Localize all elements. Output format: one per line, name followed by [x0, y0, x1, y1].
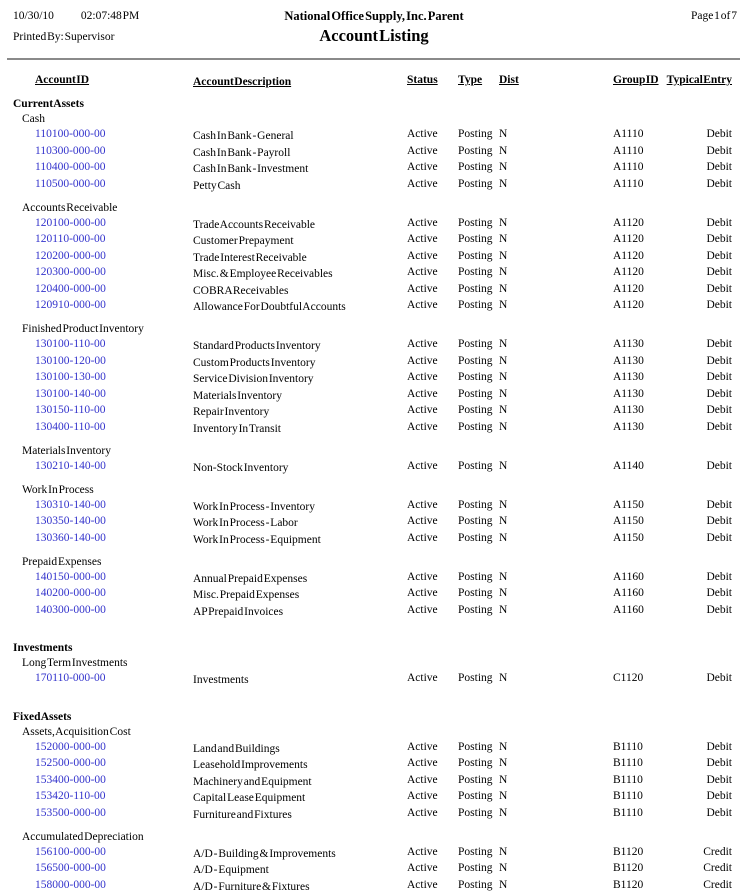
account-description: Work In Process - Inventory — [193, 500, 316, 513]
account-dist: N — [499, 845, 508, 858]
account-sub-header: Work In Process — [22, 483, 94, 496]
account-group-id: A1120 — [613, 233, 644, 245]
account-row — [0, 387, 748, 404]
account-description: Work In Process - Labor — [193, 517, 298, 529]
account-type: Posting — [458, 233, 493, 245]
account-row — [0, 845, 748, 862]
account-status: Active — [407, 216, 438, 229]
account-id-link[interactable]: 120110-000-00 — [35, 233, 106, 245]
account-group-header: Investments — [13, 642, 73, 654]
account-description: Non-Stock Inventory — [193, 461, 289, 474]
account-dist: N — [499, 387, 508, 400]
account-id-link[interactable]: 130100-130-00 — [35, 371, 106, 383]
account-typical-entry: Debit — [706, 249, 732, 262]
account-typical-entry: Debit — [706, 338, 732, 350]
report-title: Account Listing — [319, 26, 429, 45]
account-type: Posting — [458, 515, 493, 527]
account-id-link[interactable]: 130210-140-00 — [35, 459, 106, 472]
account-dist: N — [499, 216, 508, 229]
account-status: Active — [407, 404, 438, 416]
account-status: Active — [407, 387, 438, 400]
account-dist: N — [499, 282, 508, 295]
column-header-account-id: Account ID — [35, 74, 90, 86]
account-typical-entry: Debit — [706, 498, 732, 511]
account-description: Trade Accounts Receivable — [193, 218, 316, 231]
account-description: Misc. Prepaid Expenses — [193, 589, 300, 601]
account-id-link[interactable]: 130100-140-00 — [35, 387, 106, 400]
account-id-link[interactable]: 110300-000-00 — [35, 144, 106, 157]
account-type: Posting — [458, 177, 493, 190]
account-row — [0, 144, 748, 161]
account-row — [0, 160, 748, 177]
account-sub-header: Cash — [22, 113, 45, 125]
account-description: Cash In Bank - Payroll — [193, 146, 291, 159]
header-rule — [7, 58, 740, 60]
account-row — [0, 671, 748, 688]
account-dist: N — [499, 790, 508, 802]
account-sub-header: Finished Product Inventory — [22, 323, 144, 335]
account-row — [0, 498, 748, 515]
account-type: Posting — [458, 672, 493, 684]
account-sub-header: Prepaid Expenses — [22, 555, 102, 568]
report-body — [0, 97, 748, 892]
account-description: Customer Prepayment — [193, 235, 294, 247]
account-status: Active — [407, 354, 438, 367]
account-type: Posting — [458, 757, 493, 769]
account-group-id: B1120 — [613, 878, 644, 891]
account-group-id: A1110 — [613, 161, 644, 173]
account-group-id: A1120 — [613, 249, 644, 262]
account-id-link[interactable]: 140150-000-00 — [35, 570, 106, 583]
account-id-link[interactable]: 156100-000-00 — [35, 845, 106, 858]
account-type: Posting — [458, 387, 493, 400]
account-description: Capital Lease Equipment — [193, 792, 306, 804]
account-status: Active — [407, 603, 438, 616]
account-row — [0, 370, 748, 387]
account-type: Posting — [458, 266, 493, 278]
account-description: Furniture and Fixtures — [193, 808, 292, 821]
account-status: Active — [407, 266, 438, 278]
account-description: Standard Products Inventory — [193, 340, 321, 352]
account-row — [0, 789, 748, 806]
account-typical-entry: Debit — [706, 672, 732, 684]
account-row — [0, 232, 748, 249]
column-header-row — [0, 73, 748, 89]
account-id-link[interactable]: 153420-110-00 — [35, 790, 106, 802]
account-dist: N — [499, 773, 508, 786]
account-row — [0, 773, 748, 790]
account-row — [0, 216, 748, 233]
account-typical-entry: Debit — [706, 128, 732, 140]
account-typical-entry: Credit — [703, 862, 732, 874]
account-typical-entry: Debit — [706, 144, 732, 157]
account-dist: N — [499, 371, 508, 383]
column-header-status: Status — [407, 74, 438, 86]
account-dist: N — [499, 249, 508, 262]
account-id-link[interactable]: 152000-000-00 — [35, 740, 106, 753]
account-row — [0, 878, 748, 892]
account-description: Custom Products Inventory — [193, 356, 316, 369]
account-group-id: A1160 — [613, 603, 644, 616]
account-type: Posting — [458, 845, 493, 858]
account-row — [0, 459, 748, 476]
account-group-id: B1110 — [613, 773, 643, 786]
account-id-link[interactable]: 140300-000-00 — [35, 603, 106, 616]
account-id-link[interactable]: 120300-000-00 — [35, 266, 106, 278]
account-dist: N — [499, 515, 508, 527]
account-id-link[interactable]: 130350-140-00 — [35, 515, 106, 527]
account-status: Active — [407, 790, 438, 802]
account-status: Active — [407, 498, 438, 511]
account-description: COBRA Receivables — [193, 284, 289, 297]
account-row — [0, 531, 748, 548]
account-description: Allowance For Doubtful Accounts — [193, 301, 346, 313]
account-description: A/D - Building & Improvements — [193, 847, 336, 860]
account-row — [0, 861, 748, 878]
account-status: Active — [407, 420, 438, 433]
account-typical-entry: Debit — [706, 387, 732, 400]
account-status: Active — [407, 845, 438, 858]
account-id-link[interactable]: 153500-000-00 — [35, 806, 106, 819]
account-type: Posting — [458, 878, 493, 891]
account-dist: N — [499, 806, 508, 819]
account-group-id: A1120 — [613, 216, 644, 229]
account-dist: N — [499, 587, 508, 599]
printed-by: Printed By: Supervisor — [13, 31, 115, 43]
account-description: Petty Cash — [193, 179, 241, 192]
account-row — [0, 570, 748, 587]
account-typical-entry: Debit — [706, 531, 732, 544]
account-group-id: A1110 — [613, 128, 644, 140]
account-typical-entry: Credit — [703, 845, 732, 858]
account-status: Active — [407, 144, 438, 157]
account-row — [0, 265, 748, 282]
account-type: Posting — [458, 806, 493, 819]
account-dist: N — [499, 144, 508, 157]
account-typical-entry: Debit — [706, 806, 732, 819]
account-type: Posting — [458, 249, 493, 262]
account-group-id: B1120 — [613, 862, 644, 874]
account-status: Active — [407, 299, 438, 311]
account-type: Posting — [458, 740, 493, 753]
account-row — [0, 337, 748, 354]
print-date: 10/30/10 — [13, 10, 54, 22]
account-dist: N — [499, 354, 508, 367]
account-status: Active — [407, 806, 438, 819]
account-group-id: A1140 — [613, 459, 644, 472]
account-id-link[interactable]: 130360-140-00 — [35, 531, 106, 544]
account-row — [0, 177, 748, 194]
account-typical-entry: Debit — [706, 161, 732, 173]
account-description: Misc. & Employee Receivables — [193, 268, 333, 280]
account-dist: N — [499, 531, 508, 544]
account-status: Active — [407, 878, 438, 891]
account-description: Service Division Inventory — [193, 373, 314, 385]
account-id-link[interactable]: 120200-000-00 — [35, 249, 106, 262]
account-group-id: A1150 — [613, 515, 644, 527]
account-typical-entry: Debit — [706, 233, 732, 245]
account-type: Posting — [458, 282, 493, 295]
account-dist: N — [499, 862, 508, 874]
account-description: A/D - Equipment — [193, 864, 269, 876]
account-description: Trade Interest Receivable — [193, 251, 307, 264]
account-typical-entry: Debit — [706, 757, 732, 769]
account-typical-entry: Debit — [706, 515, 732, 527]
account-status: Active — [407, 249, 438, 262]
account-type: Posting — [458, 570, 493, 583]
account-description: Cash In Bank - General — [193, 130, 294, 142]
account-dist: N — [499, 420, 508, 433]
account-id-link[interactable]: 152500-000-00 — [35, 757, 106, 769]
account-status: Active — [407, 531, 438, 544]
account-status: Active — [407, 570, 438, 583]
account-description: Inventory In Transit — [193, 422, 281, 435]
account-status: Active — [407, 338, 438, 350]
account-description: Repair Inventory — [193, 406, 270, 418]
account-id-link[interactable]: 140200-000-00 — [35, 587, 106, 599]
account-row — [0, 127, 748, 144]
account-status: Active — [407, 161, 438, 173]
account-status: Active — [407, 773, 438, 786]
account-group-id: A1130 — [613, 387, 644, 400]
account-typical-entry: Debit — [706, 216, 732, 229]
account-type: Posting — [458, 299, 493, 311]
account-row — [0, 354, 748, 371]
column-header-type: Type — [458, 74, 483, 86]
account-id-link[interactable]: 156500-000-00 — [35, 862, 106, 874]
account-description: AP Prepaid Invoices — [193, 605, 284, 618]
account-group-id: A1130 — [613, 420, 644, 433]
account-id-link[interactable]: 170110-000-00 — [35, 672, 106, 684]
account-status: Active — [407, 862, 438, 874]
account-group-id: A1120 — [613, 282, 644, 295]
account-description: Leasehold Improvements — [193, 759, 308, 771]
account-type: Posting — [458, 862, 493, 874]
account-group-id: A1160 — [613, 570, 644, 583]
account-group-id: B1110 — [613, 757, 643, 769]
account-typical-entry: Debit — [706, 266, 732, 278]
account-row — [0, 756, 748, 773]
account-id-link[interactable]: 110400-000-00 — [35, 161, 106, 173]
account-status: Active — [407, 233, 438, 245]
account-status: Active — [407, 672, 438, 684]
account-id-link[interactable]: 110500-000-00 — [35, 177, 106, 190]
account-group-id: A1110 — [613, 144, 644, 157]
account-dist: N — [499, 459, 508, 472]
account-typical-entry: Debit — [706, 790, 732, 802]
account-typical-entry: Debit — [706, 570, 732, 583]
account-row — [0, 403, 748, 420]
account-row — [0, 282, 748, 299]
account-status: Active — [407, 177, 438, 190]
account-dist: N — [499, 878, 508, 891]
account-dist: N — [499, 233, 508, 245]
account-group-id: C1120 — [613, 672, 644, 684]
account-type: Posting — [458, 216, 493, 229]
account-typical-entry: Credit — [703, 878, 732, 891]
account-status: Active — [407, 757, 438, 769]
account-dist: N — [499, 498, 508, 511]
account-type: Posting — [458, 531, 493, 544]
account-typical-entry: Debit — [706, 354, 732, 367]
column-header-group-id: Group ID — [613, 74, 659, 86]
account-typical-entry: Debit — [706, 282, 732, 295]
column-header-typical-entry: Typical Entry — [666, 74, 732, 86]
account-dist: N — [499, 570, 508, 583]
account-type: Posting — [458, 161, 493, 173]
account-dist: N — [499, 161, 508, 173]
account-id-link[interactable]: 120400-000-00 — [35, 282, 106, 295]
account-group-id: A1130 — [613, 371, 644, 383]
account-id-link[interactable]: 120100-000-00 — [35, 216, 106, 229]
account-id-link[interactable]: 120910-000-00 — [35, 299, 106, 311]
account-row — [0, 249, 748, 266]
account-id-link[interactable]: 130400-110-00 — [35, 420, 106, 433]
account-id-link[interactable]: 130100-110-00 — [35, 338, 106, 350]
account-type: Posting — [458, 354, 493, 367]
account-description: Cash In Bank - Investment — [193, 163, 309, 175]
account-typical-entry: Debit — [706, 371, 732, 383]
account-type: Posting — [458, 144, 493, 157]
account-type: Posting — [458, 587, 493, 599]
account-description: Machinery and Equipment — [193, 775, 312, 788]
account-row — [0, 298, 748, 315]
account-dist: N — [499, 740, 508, 753]
account-description: Materials Inventory — [193, 389, 283, 402]
account-group-id: A1120 — [613, 299, 644, 311]
account-row — [0, 740, 748, 757]
account-sub-header: Long Term Investments — [22, 657, 128, 669]
account-dist: N — [499, 672, 508, 684]
account-type: Posting — [458, 371, 493, 383]
account-dist: N — [499, 404, 508, 416]
account-group-id: B1110 — [613, 740, 643, 753]
account-typical-entry: Debit — [706, 459, 732, 472]
account-group-id: A1130 — [613, 338, 644, 350]
account-type: Posting — [458, 404, 493, 416]
account-sub-header: Materials Inventory — [22, 444, 112, 457]
account-id-link[interactable]: 110100-000-00 — [35, 128, 106, 140]
account-group-header: Current Assets — [13, 98, 84, 110]
account-type: Posting — [458, 420, 493, 433]
account-description: Annual Prepaid Expenses — [193, 572, 308, 585]
account-status: Active — [407, 371, 438, 383]
account-description: A/D - Furniture & Fixtures — [193, 880, 310, 892]
account-type: Posting — [458, 603, 493, 616]
account-group-id: B1120 — [613, 845, 644, 858]
account-status: Active — [407, 515, 438, 527]
account-dist: N — [499, 338, 508, 350]
account-description: Work In Process - Equipment — [193, 533, 321, 546]
account-id-link[interactable]: 153400-000-00 — [35, 773, 106, 786]
account-typical-entry: Debit — [706, 420, 732, 433]
account-status: Active — [407, 282, 438, 295]
account-row — [0, 586, 748, 603]
account-group-id: A1130 — [613, 354, 644, 367]
account-dist: N — [499, 128, 508, 140]
account-sub-header: Accounts Receivable — [22, 201, 118, 214]
account-sub-header: Assets, Acquisition Cost — [22, 725, 131, 738]
account-group-id: A1130 — [613, 404, 644, 416]
account-typical-entry: Debit — [706, 404, 732, 416]
account-type: Posting — [458, 498, 493, 511]
account-group-id: A1120 — [613, 266, 644, 278]
account-status: Active — [407, 740, 438, 753]
account-description: Land and Buildings — [193, 742, 280, 755]
column-header-description: Account Description — [193, 76, 292, 88]
column-header-dist: Dist — [499, 74, 519, 86]
account-row — [0, 514, 748, 531]
account-type: Posting — [458, 773, 493, 786]
account-typical-entry: Debit — [706, 177, 732, 190]
account-id-link[interactable]: 158000-000-00 — [35, 878, 106, 891]
account-dist: N — [499, 603, 508, 616]
account-group-id: B1110 — [613, 790, 643, 802]
account-sub-header: Accumulated Depreciation — [22, 830, 144, 843]
account-row — [0, 603, 748, 620]
account-group-id: A1150 — [613, 498, 644, 511]
account-type: Posting — [458, 790, 493, 802]
account-status: Active — [407, 587, 438, 599]
account-group-id: A1150 — [613, 531, 644, 544]
account-dist: N — [499, 266, 508, 278]
account-group-id: A1160 — [613, 587, 644, 599]
account-type: Posting — [458, 459, 493, 472]
account-type: Posting — [458, 338, 493, 350]
account-row — [0, 420, 748, 437]
company-name: National Office Supply, Inc. Parent — [284, 9, 464, 23]
account-typical-entry: Debit — [706, 740, 732, 753]
account-dist: N — [499, 299, 508, 311]
account-row — [0, 806, 748, 823]
account-description: Investments — [193, 674, 249, 686]
account-id-link[interactable]: 130100-120-00 — [35, 354, 106, 367]
account-type: Posting — [458, 128, 493, 140]
account-dist: N — [499, 757, 508, 769]
account-typical-entry: Debit — [706, 587, 732, 599]
account-dist: N — [499, 177, 508, 190]
account-group-id: B1110 — [613, 806, 643, 819]
account-typical-entry: Debit — [706, 773, 732, 786]
account-id-link[interactable]: 130310-140-00 — [35, 498, 106, 511]
account-id-link[interactable]: 130150-110-00 — [35, 404, 106, 416]
account-group-id: A1110 — [613, 177, 644, 190]
account-status: Active — [407, 128, 438, 140]
account-group-header: Fixed Assets — [13, 710, 72, 723]
account-status: Active — [407, 459, 438, 472]
print-time: 02:07:48 PM — [80, 10, 140, 22]
account-typical-entry: Debit — [706, 299, 732, 311]
account-typical-entry: Debit — [706, 603, 732, 616]
page-number: Page 1 of 7 — [690, 10, 737, 22]
